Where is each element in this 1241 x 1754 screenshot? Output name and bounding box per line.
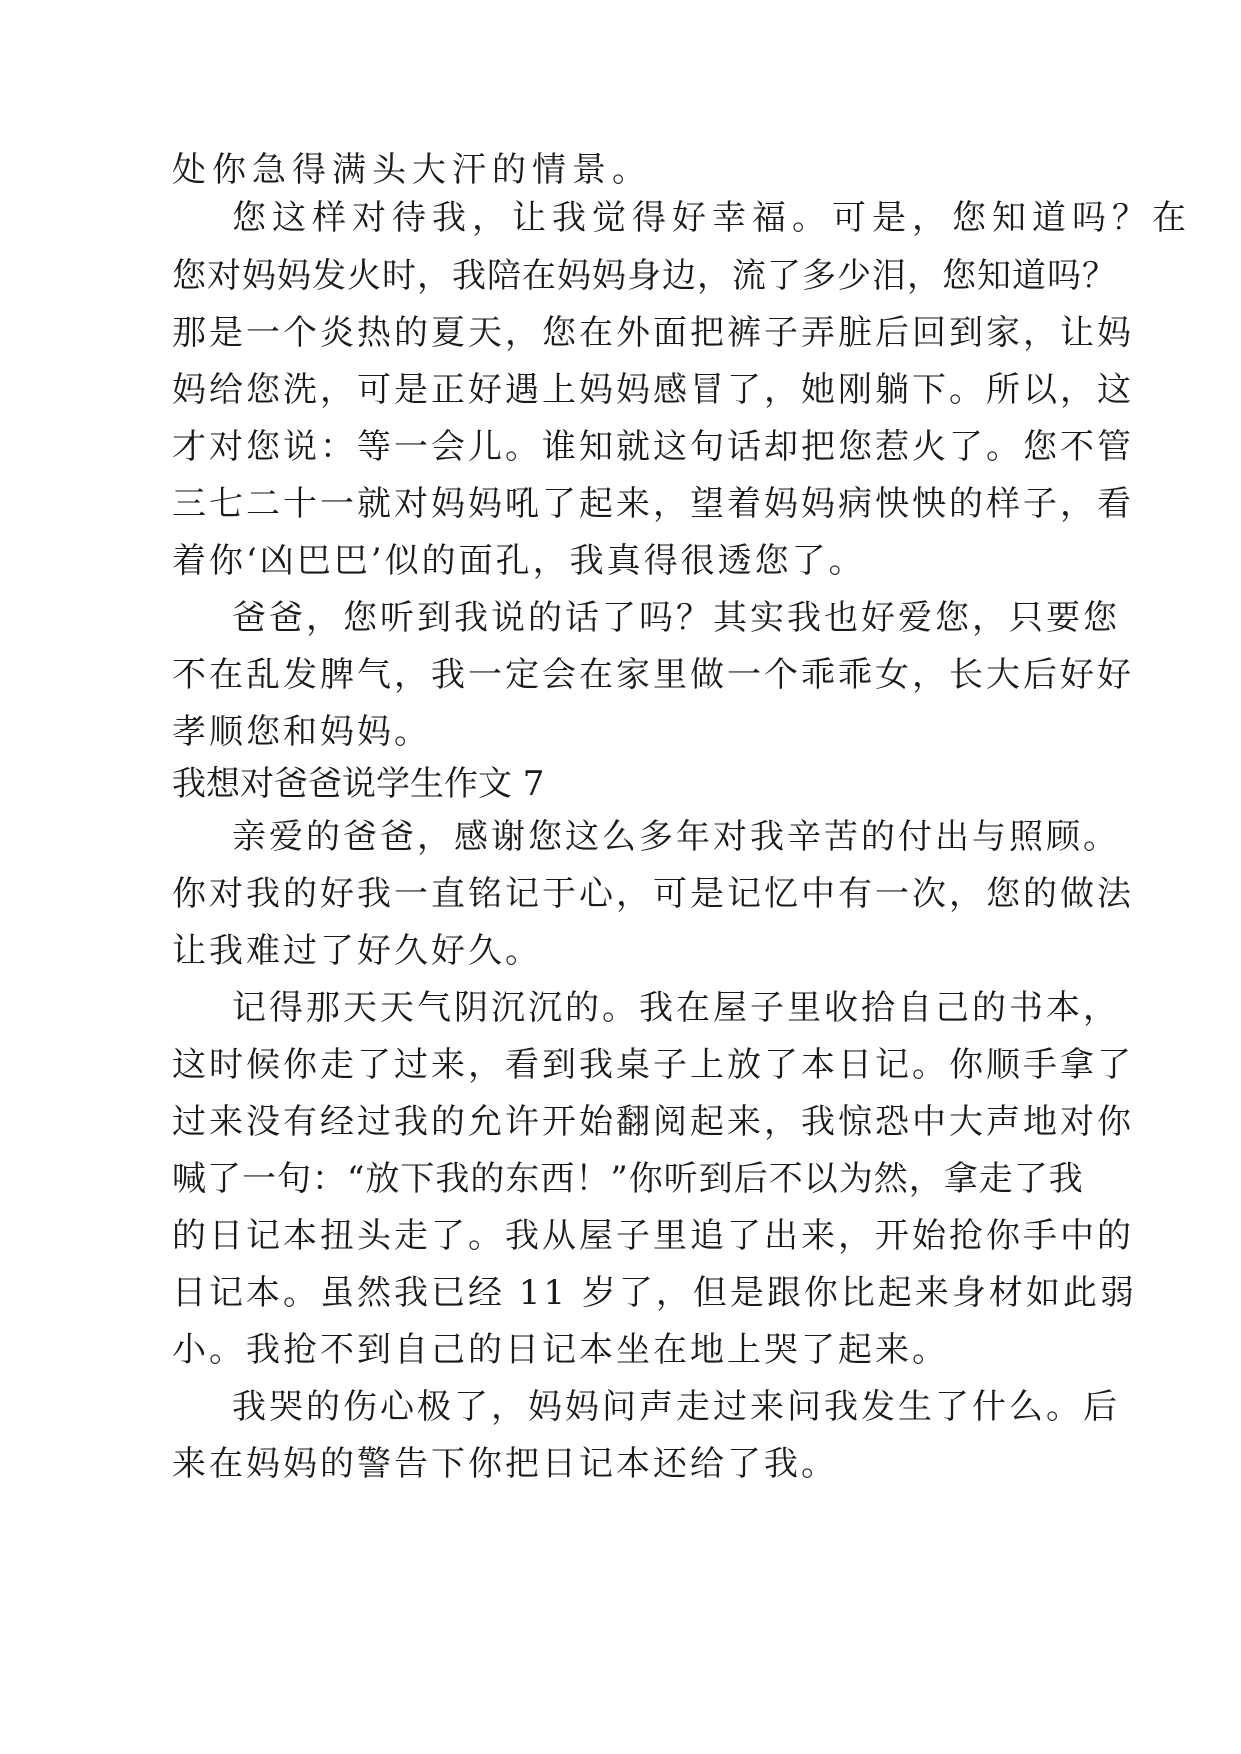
paragraph-line: 这时候你走了过来，看到我桌子上放了本日记。你顺手拿了 (172, 1045, 1134, 1085)
paragraph-line: 爸爸，您听到我说的话了吗？其实我也好爱您，只要您 (232, 598, 1120, 638)
paragraph-line: 记得那天天气阴沉沉的。我在屋子里收拾自己的书本， (232, 988, 1120, 1028)
paragraph-line: 才对您说：等一会儿。谁知就这句话却把您惹火了。您不管 (172, 427, 1134, 467)
paragraph-line: 喊了一句：“放下我的东西！”你听到后不以为然，拿走了我 (172, 1159, 1084, 1199)
paragraph-line: 来在妈妈的警告下你把日记本还给了我。 (172, 1444, 838, 1484)
paragraph-line: 妈给您洗，可是正好遇上妈妈感冒了，她刚躺下。所以，这 (172, 370, 1134, 410)
paragraph-line: 处你急得满头大汗的情景。 (172, 150, 652, 190)
paragraph-line: 着你‘凶巴巴’似的面孔，我真得很透您了。 (172, 541, 866, 581)
paragraph-line: 过来没有经过我的允许开始翻阅起来，我惊恐中大声地对你 (172, 1102, 1134, 1142)
paragraph-line: 亲爱的爸爸，感谢您这么多年对我辛苦的付出与照顾。 (232, 817, 1120, 857)
paragraph-line: 三七二十一就对妈妈吼了起来，望着妈妈病怏怏的样子，看 (172, 484, 1134, 524)
paragraph-line: 的日记本扭头走了。我从屋子里追了出来，开始抢你手中的 (172, 1216, 1134, 1256)
paragraph-line: 小。我抢不到自己的日记本坐在地上哭了起来。 (172, 1330, 949, 1370)
paragraph-line: 我哭的伤心极了，妈妈问声走过来问我发生了什么。后 (232, 1387, 1120, 1427)
paragraph-line: 日记本。虽然我已经 11 岁了，但是跟你比起来身材如此弱 (172, 1273, 1137, 1313)
paragraph-line: 您对妈妈发火时，我陪在妈妈身边，流了多少泪，您知道吗？ (172, 256, 1117, 296)
paragraph-line: 那是一个炎热的夏天，您在外面把裤子弄脏后回到家，让妈 (172, 313, 1134, 353)
paragraph-line: 您这样对待我，让我觉得好幸福。可是，您知道吗？在 (232, 198, 1192, 238)
paragraph-line: 不在乱发脾气，我一定会在家里做一个乖乖女，长大后好好 (172, 655, 1134, 695)
paragraph-line: 让我难过了好久好久。 (172, 931, 542, 971)
paragraph-line: 你对我的好我一直铭记于心，可是记忆中有一次，您的做法 (172, 874, 1134, 914)
section-heading: 我想对爸爸说学生作文 7 (172, 764, 545, 804)
paragraph-line: 孝顺您和妈妈。 (172, 712, 431, 752)
